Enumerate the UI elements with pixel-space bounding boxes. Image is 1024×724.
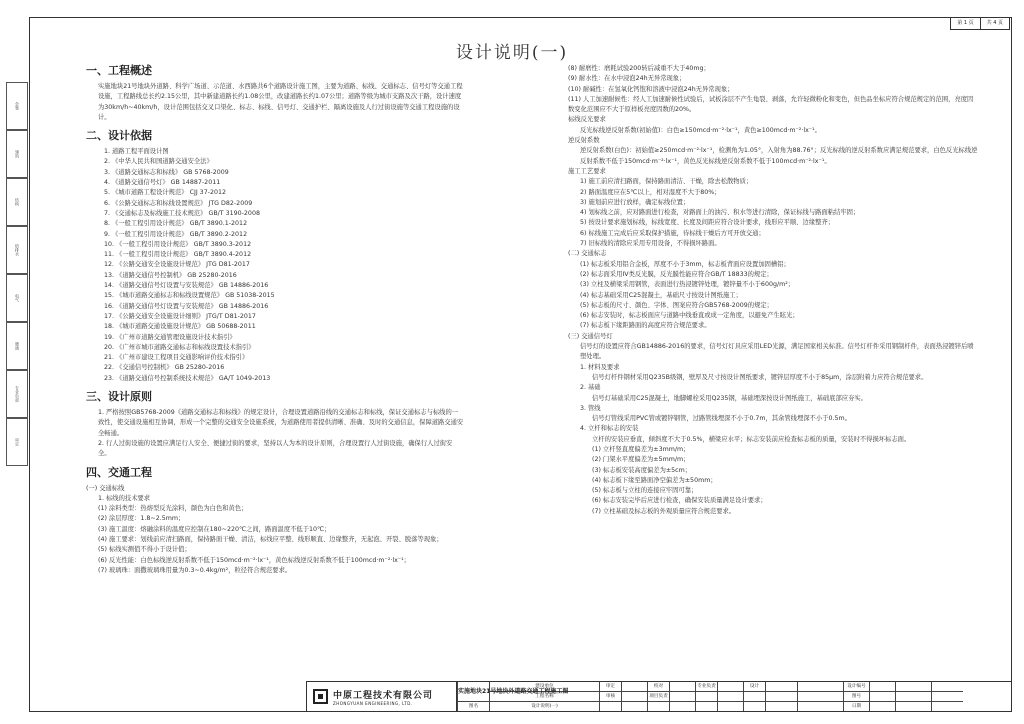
tb-cell [599,702,621,711]
list-item: 23. 《道路交通信号控制系统技术规范》 GA/T 1049-2013 [104,374,271,382]
page-title: 设计说明(一) [455,43,569,63]
tb-cell: 图号 [843,692,869,702]
binding-cell: 建筑 [6,130,28,178]
list-item: 14. 《道路交通信号灯设置与安装规范》 GB 14886-2016 [104,282,269,290]
tb-cell [869,702,895,711]
subsection-heading: (一) 交通标线 [86,484,125,492]
tb-cell: 校对 [647,682,669,692]
text-line: 信号灯管线采用PVC管或镀锌钢管，过路管线埋深不小于0.7m，其余管线埋深不小于0.5m。 [592,415,851,423]
text-line: (4) 标志基础采用C25混凝土，基础尺寸按设计图纸施工； [580,291,742,299]
list-item: 19. 《广州市道路交通管理设施设计技术指引》 [104,333,236,341]
text-line: (7) 标志板下缘距路面的高度应符合规范要求。 [580,322,711,330]
section-heading: 一、工程概述 [86,64,152,77]
tb-cell: 工程名称 [489,692,599,702]
binding-cell: 结构 [6,178,28,226]
list-item: (5) 标线实测值不得小于设计值； [98,546,191,554]
text-line: 逆反射系数(白色)：初始值≥250mcd·m⁻²·lx⁻¹，检测角为1.05°，入射角为88.76°；反光标线的逆反射系数应满足规范要求，白色反光标线逆反射系数不低于150mcd·m⁻²·lx⁻¹，黄色反光标线逆反射系数不低于100mcd·m⁻²·lx⁻¹。 [580,147,978,165]
tb-cell: 审核 [599,692,621,702]
list-item: 20. 《广州市城市道路交通标志和标线设置技术指引》 [104,343,255,351]
page-number: 第 1 页 [957,20,974,26]
list-item: 4. 《道路交通信号灯》 GB 14887-2011 [104,179,221,187]
drawing-title: 设计说明(一) [489,702,599,711]
subsection-heading: (三) 交通信号灯 [568,332,613,340]
list-item: (7) 玻璃珠：面撒玻璃珠用量为0.3~0.4kg/m²，粒径符合规范要求。 [98,566,292,574]
text-line: (8) 耐磨性：磨耗试验200转后减重不大于40mg； [568,65,710,72]
tb-cell [743,702,765,711]
tb-cell [647,702,669,711]
project-name: 实施地块21号地块外道路交通工程施工图 [457,682,489,702]
list-item: (4) 施工要求：划线前应清扫路面，保持路面干燥、清洁，标线应平整、线形顺直、边缘整齐，无起泡、开裂、脱落等现象； [98,535,443,543]
text-line: (1) 标志板采用铝合金板，厚度不小于3mm，标志板背面应设置加固槽铝； [580,260,790,268]
binding-cell: 会签 [6,82,28,130]
tb-cell [797,682,843,692]
subsection-heading: 1. 标线的技术要求 [98,494,151,502]
section-paragraph: 实施地块21号地块外道路、科学广场道、示范道、水西路共6个道路设计施工图，主要为道路、标线、交通标志、信号灯等交通工程设施，工程路线总长约2.15公里，其中新建道路长约1.08公里，改建道路长约1.07公里；道路等级为城市支路及次干路，设计速度为30km/h~40km/h，设计范围包括交叉口渠化、标志、标线、信号灯、交通护栏、隔离设施及人行过街设施等交通工程设施的设计。 [98,83,463,121]
list-item: 1. 严格按照GB5768-2009《道路交通标志和标线》的规定设计，合理设置道路沿线的交通标志和标线，保证交通标志与标线的一致性，使交通设施相互协调，形成一个完整的交通安全设施系统，为道路使用者提供清晰、准确、及时的交通信息，保障道路交通安全畅通。 [98,409,464,437]
text-line: 反光标线逆反射系数(初始值)：白色≥150mcd·m⁻²·lx⁻¹，黄色≥100mcd·m⁻²·lx⁻¹。 [580,126,821,134]
tb-cell [743,692,765,702]
text-line: (3) 立柱及横梁采用钢管，表面进行热浸镀锌处理，镀锌量不小于600g/m²； [580,281,795,289]
tb-cell [797,702,843,711]
text-line: 立杆的安装应垂直，倾斜度不大于0.5%，横梁应水平；标志安装前应检查标志板的质量，安装时不得损坏标志面。 [592,435,911,443]
list-item: 6. 《公路交通标志和标线设置规范》 JTG D82-2009 [104,199,253,207]
list-item: (2) 涂层厚度：1.8~2.5mm； [98,515,185,523]
company-logo-icon [313,689,328,704]
tb-cell [765,682,797,692]
tb-cell [717,682,743,692]
text-line: 6) 标线施工完成后应采取保护措施，待标线干燥后方可开放交通； [580,229,765,237]
list-item: 7. 《交通标志及标线施工技术规范》 GB/T 3190-2008 [104,209,260,217]
tb-cell: 日期 [843,702,869,711]
tb-cell [695,702,717,711]
list-item: 2. 行人过街设施的设置应满足行人安全、便捷过街的要求，坚持以人为本的设计原则，合理设置行人过街设施，确保行人过街安全。 [98,439,453,458]
company-name: 中原工程技术有限公司 [333,690,434,701]
list-item: 2. 《中华人民共和国道路交通安全法》 [104,158,213,166]
tb-cell [621,682,647,692]
title-block [306,681,1012,712]
text-line: (2) 门架水平度偏差为±5mm/m； [592,456,690,464]
list-item: 10. 《一般工程引用设计规范》 GB/T 3890.3-2012 [104,240,252,248]
list-item: 22. 《交通信号控制机》 GB 25280-2016 [104,364,225,372]
section-heading: 四、交通工程 [86,465,152,479]
company-logo [307,682,457,711]
list-item: 15. 《城市道路交通标志和标线设置规范》 GB 51038-2015 [104,292,275,300]
section-heading: 二、设计依据 [86,129,152,143]
tb-cell [765,692,797,702]
text-line: (6) 标志安装时，标志板面应与道路中线垂直或成一定角度，以避免产生眩光； [580,312,799,320]
list-item: 8. 《一般工程引用设计规范》 GB/T 3890.1-2012 [104,220,248,228]
tb-cell [695,692,717,702]
list-item: 11. 《一般工程引用设计规范》 GB/T 3890.4-2012 [104,251,252,259]
company-name-en: ZHONGYUAN ENGINEERING, LTD. [333,700,413,706]
binding-cell: 暖通 [6,322,28,370]
list-item: 9. 《一般工程引用设计规范》 GB/T 3890.2-2012 [104,230,248,238]
subsection-heading: 逆反射系数 [568,137,600,145]
text-line: (7) 立柱基础及标志板的外观质量应符合规范要求。 [592,507,736,515]
subsection-heading: 标线反光要求 [568,116,606,124]
tb-cell [669,682,695,692]
list-item: 18. 《城市道路交通设施设计规范》 GB 50688-2011 [104,323,256,331]
tb-cell [869,682,895,692]
reference-list [86,147,464,384]
subsection-heading: 施工工艺要求 [568,167,606,175]
page-total: 共 4 页 [980,17,1009,29]
tb-cell [621,692,647,702]
tb-cell: 审定 [599,682,621,692]
right-column [568,64,978,517]
list-item: 3. 《道路交通标志和标线》 GB 5768-2009 [104,168,229,176]
list-item: (3) 施工温度：熔融涂料的温度应控制在180~220℃之间，路面温度不低于10℃； [98,525,331,533]
list-item: (6) 反光性能：白色标线逆反射系数不低于150mcd·m⁻²·lx⁻¹，黄色标线逆反射系数不低于100mcd·m⁻²·lx⁻¹； [98,556,410,564]
text-line: (3) 标志板安装高度偏差为±5cm； [592,466,692,474]
text-line: 3) 施划前应进行放样，确定标线位置； [580,198,690,206]
tb-cell [621,702,647,711]
text-line: 7) 旧标线的清除应采用专用设备，不得损坏路面。 [580,240,721,248]
text-line: (4) 标志板下缘至路面净空偏差为±50mm； [592,476,717,484]
text-line: (1) 立杆竖直度偏差为±3mm/m； [592,445,690,453]
text-line: (11) 人工加速耐候性：经人工加速耐候性试验后，试板涂层不产生龟裂、剥落，允许轻微粉化和变色，但色品坐标应符合规范规定的范围，亮度因数变化范围应不大于原样板亮度因数的20%。 [568,95,974,114]
text-line: (2) 标志面采用IV类反光膜，反光膜性能应符合GB/T 18833的规定； [580,270,773,278]
text-line: 4. 立杆和标志的安装 [580,425,639,433]
tb-cell [931,692,963,702]
text-line: 信号灯杆件钢材采用Q235B级钢，壁厚及尺寸按设计图纸要求，镀锌层厚度不小于85μm，涂层附着力应符合规范要求。 [592,373,928,381]
tb-cell: 设计 [743,682,765,692]
tb-cell: 建设单位 [489,682,599,692]
list-item: (1) 涂料类型：热熔型反光涂料，颜色为白色和黄色； [98,505,248,513]
tb-cell [797,692,843,702]
tb-cell [765,702,797,711]
list-item: 21. 《广州市建设工程项目交通影响评价技术指引》 [104,354,249,362]
title-block-grid [457,682,1011,711]
tb-cell [869,692,895,702]
text-line: 信号灯基础采用C25混凝土，地脚螺栓采用Q235钢，基础埋深按设计图纸施工，基础底部应夯实。 [592,394,867,402]
list-item: 13. 《道路交通信号控制机》 GB 25280-2016 [104,271,237,279]
left-column [86,64,464,576]
list-item: 1. 道路工程平面设计图 [104,148,169,156]
tb-cell [895,692,931,702]
subsection-heading: (二) 交通标志 [568,250,607,258]
text-line: 2) 路面温度应在5℃以上，相对湿度不大于80%； [580,188,721,196]
text-line: 信号灯的设置应符合GB14886-2016的要求，信号灯灯具应采用LED光源，满足国家相关标准。信号灯杆件采用钢制杆件，表面热浸镀锌后喷塑处理。 [580,343,974,361]
tb-cell: 专业负责 [695,682,717,692]
text-line: (9) 耐水性：在水中浸泡24h无异常现象； [568,75,686,83]
tb-cell [717,692,743,702]
list-item: 16. 《道路交通信号灯设置与安装规范》 GB 14886-2016 [104,302,269,310]
binding-cell: 审定 [6,418,28,466]
list-item: 12. 《公路交通安全设施设计规范》 JTG D81-2017 [104,261,250,269]
text-line: (10) 耐碱性：在氢氧化钙饱和溶液中浸泡24h无异常现象； [568,85,734,93]
page-counter [950,17,1010,30]
text-line: 5) 按设计要求施划标线，标线宽度、长度及间距应符合设计要求，线形应平顺、边缘整齐； [580,219,835,227]
section-heading: 三、设计原则 [86,390,152,404]
tb-cell [895,682,931,692]
text-line: (5) 标志板的尺寸、颜色、字体、图案应符合GB5768-2009的规定； [580,301,773,309]
tb-cell: 图名 [457,702,489,711]
text-line: 2. 基础 [580,384,601,392]
tb-cell [931,702,963,711]
tb-cell [931,682,963,692]
text-line: 4) 划标线之前，应对路面进行检查，对路面上的油污、积水等进行清除，保证标线与路面粘结牢固； [580,209,860,217]
text-line: (5) 标志板与立柱的连接应牢固可靠； [592,487,698,495]
tb-cell: 设计编号 [843,682,869,692]
text-line: 3. 管线 [580,404,601,412]
text-line: 1. 材料及要求 [580,363,620,371]
text-line: 1) 施工前应清扫路面，保持路面清洁、干燥，除去松散物质； [580,178,753,186]
tb-cell [669,702,695,711]
binding-strip [0,22,29,712]
list-item: 17. 《公路交通安全设施设计细则》 JTG/T D81-2017 [104,312,256,320]
text-line: (6) 标志安装完毕后应进行检查，确保安装质量满足设计要求； [592,497,767,505]
binding-cell: 电气 [6,274,28,322]
tb-cell [895,702,931,711]
binding-cell: 给排水 [6,226,28,274]
list-item: 5. 《城市道路工程设计规范》 CJJ 37-2012 [104,189,226,197]
tb-cell [717,702,743,711]
binding-cell: 专业负责 [6,370,28,418]
tb-cell: 项目负责 [647,692,669,702]
tb-cell [669,692,695,702]
